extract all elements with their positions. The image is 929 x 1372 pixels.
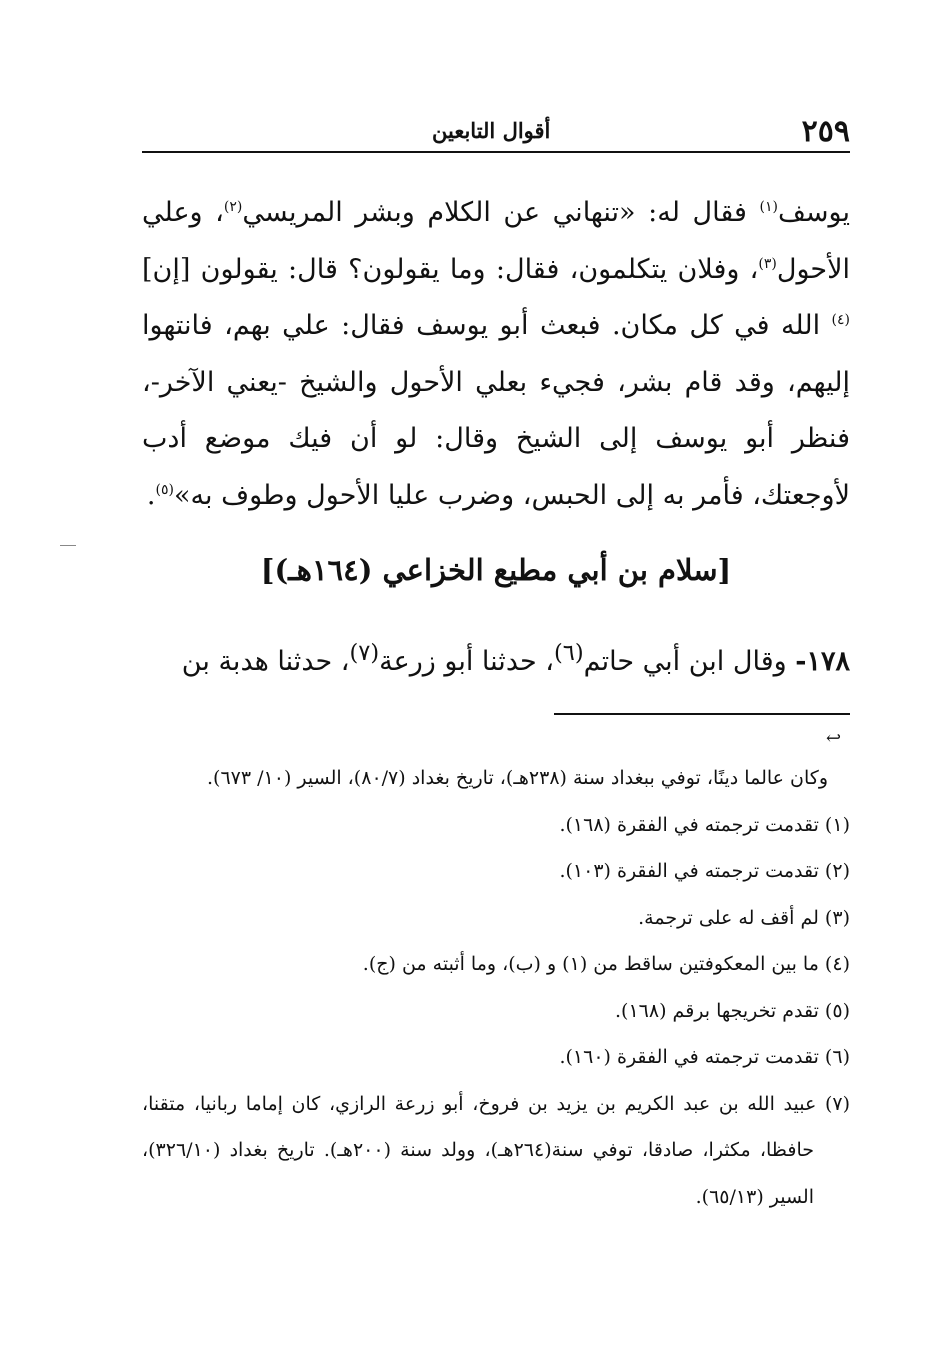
paragraph-178-text: وقال ابن أبي حاتم$^{(٦)}$، حدثنا أبو زرعة$^{(٧)}$، حدثنا هدبة بن xyxy=(181,640,787,677)
footnote-5: (٥) تقدم تخريجها برقم (١٦٨). xyxy=(615,999,850,1022)
margin-mark xyxy=(60,545,76,546)
continuation-icon: ↩ xyxy=(826,728,842,749)
footnote-7: (٧) عبيد الله بن عبد الكريم بن يزيد بن فروخ، أبو زرعة الرازي، كان إماما ربانيا، متقنا، حافظا، مكثرا، صادقا، توفي سنة(٢٦٤هـ)، وولد سنة (٢٠٠هـ). تاريخ بغداد (٣٢٦/١٠)، السير (٦٥/١٣). xyxy=(142,1092,850,1208)
running-title: أقوال التابعين xyxy=(432,118,551,143)
main-paragraph xyxy=(142,185,850,524)
footnote-3: (٣) لم أقف له على ترجمة. xyxy=(638,906,850,929)
paragraph-number: ١٧٨- xyxy=(795,646,850,677)
page-number: ٢٥٩ xyxy=(801,114,850,149)
main-paragraph-text: يوسف$^{(١)}$ فقال له: «تنهاني عن الكلام وبشر المريسي$^{(٢)}$، وعلي الأحول$^{(٣)}$، وفلان يتكلمون، فقال: وما يقولون؟ قال: يقولون [إن]$^{(٤)}$ الله في كل مكان. فبعث أبو يوسف فقال: علي بهم، فانتهوا إليهم، وقد قام بشر، فجيء بعلي الأحول والشيخ -يعني الآخر-، فنظر أبو يوسف إلى الشيخ وقال: لو أن فيك موضع أدب لأوجعتك، فأمر به إلى الحبس، وضرب عليا الأحول وطوف به»$^{(٥)}$. xyxy=(142,197,850,511)
page-header xyxy=(142,112,850,152)
footnote-6: (٦) تقدمت ترجمته في الفقرة (١٦٠). xyxy=(559,1046,850,1068)
footnote-separator xyxy=(554,713,850,715)
footnotes xyxy=(142,755,850,1220)
paragraph-178 xyxy=(142,625,850,690)
footnote-1: (١) تقدمت ترجمته في الفقرة (١٦٨). xyxy=(559,813,850,836)
section-title: [سلام بن أبي مطيع الخزاعي (١٦٤هـ)] xyxy=(260,553,732,587)
footnote-4: (٤) ما بين المعكوفتين ساقط من (١) و (ب)، وما أثبته من (ج). xyxy=(362,953,850,975)
footnote-2: (٢) تقدمت ترجمته في الفقرة (١٠٣). xyxy=(559,860,850,882)
header-rule xyxy=(142,151,850,153)
footnote-continuation: وكان عالما دينًا، توفي ببغداد سنة (٢٣٨هـ)، تاريخ بغداد (٨٠/٧)، السير (١٠/ ٦٧٣). xyxy=(207,767,828,789)
